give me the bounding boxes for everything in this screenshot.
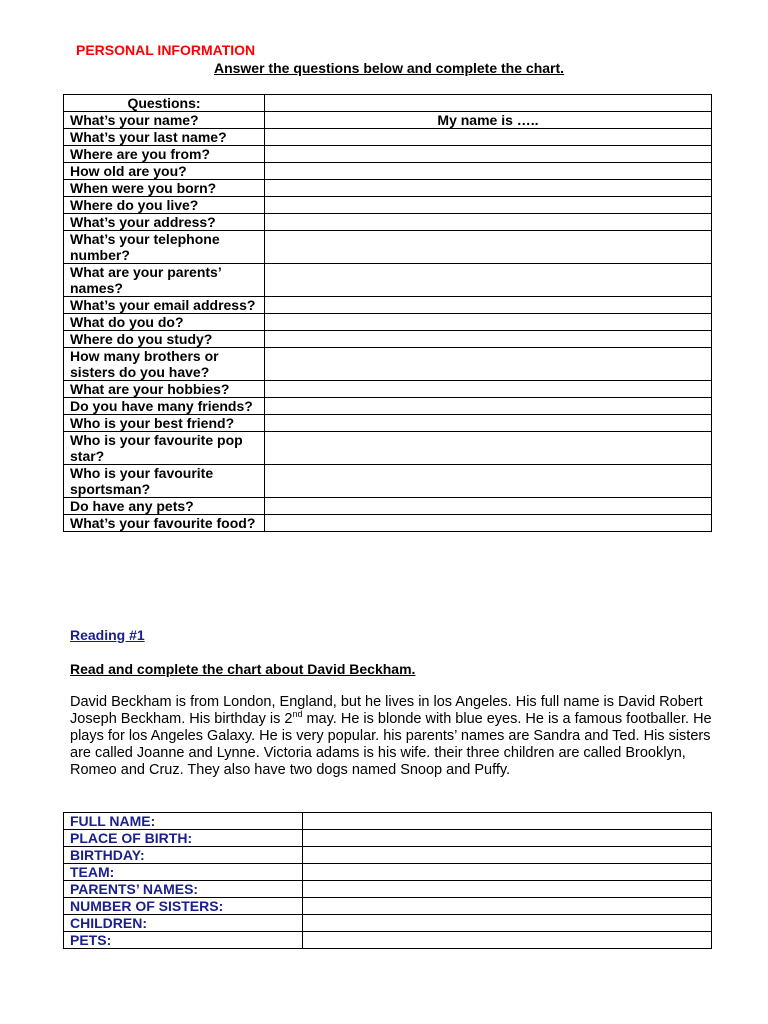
answer-cell[interactable]: [265, 197, 712, 214]
answer-cell[interactable]: [265, 214, 712, 231]
question-cell: Who is your favourite sportsman?: [64, 465, 265, 498]
answer-cell[interactable]: [265, 498, 712, 515]
chart-label-cell: FULL NAME:: [64, 813, 303, 830]
question-row: [64, 331, 712, 348]
question-row: [64, 297, 712, 314]
reading-passage: [70, 694, 730, 779]
question-row: [64, 180, 712, 197]
answer-cell[interactable]: [265, 331, 712, 348]
questions-column-header: Questions:: [64, 95, 265, 112]
question-cell: How many brothers or sisters do you have?: [64, 348, 265, 381]
instructions-text: Answer the questions below and complete the chart.: [213, 60, 565, 76]
answer-cell[interactable]: [265, 398, 712, 415]
questions-table-header-row: [64, 95, 712, 112]
chart-value-cell[interactable]: [303, 898, 712, 915]
chart-row: [64, 881, 712, 898]
question-row: [64, 432, 712, 465]
passage-superscript: nd: [292, 709, 303, 720]
chart-value-cell[interactable]: [303, 830, 712, 847]
chart-row: [64, 830, 712, 847]
question-cell: What’s your name?: [64, 112, 265, 129]
question-cell: Where do you live?: [64, 197, 265, 214]
question-cell: When were you born?: [64, 180, 265, 197]
question-row: [64, 381, 712, 398]
answer-cell[interactable]: [265, 381, 712, 398]
passage-part-1: David Beckham is from London, England, but he lives in los Angeles. His full name is David Robert Joseph Beckham. His birthday is 2: [70, 694, 703, 727]
questions-table: [63, 94, 712, 532]
answer-cell[interactable]: [265, 180, 712, 197]
question-cell: What’s your last name?: [64, 129, 265, 146]
chart-row: [64, 813, 712, 830]
answer-cell[interactable]: My name is …..: [265, 112, 712, 129]
answer-cell[interactable]: [265, 515, 712, 532]
chart-label-cell: PETS:: [64, 932, 303, 949]
question-row: [64, 498, 712, 515]
chart-value-cell[interactable]: [303, 932, 712, 949]
question-cell: What’s your favourite food?: [64, 515, 265, 532]
chart-value-cell[interactable]: [303, 864, 712, 881]
chart-label-cell: PARENTS’ NAMES:: [64, 881, 303, 898]
question-cell: What’s your address?: [64, 214, 265, 231]
answer-cell[interactable]: [265, 163, 712, 180]
question-cell: Who is your favourite pop star?: [64, 432, 265, 465]
question-cell: What do you do?: [64, 314, 265, 331]
question-row: [64, 264, 712, 297]
chart-label-cell: PLACE OF BIRTH:: [64, 830, 303, 847]
question-row: [64, 415, 712, 432]
answer-cell[interactable]: [265, 415, 712, 432]
answers-column-header: [265, 95, 712, 112]
question-row: [64, 197, 712, 214]
chart-value-cell[interactable]: [303, 881, 712, 898]
chart-row: [64, 847, 712, 864]
answer-cell[interactable]: [265, 129, 712, 146]
beckham-chart-table: [63, 812, 712, 949]
question-row: [64, 398, 712, 415]
reading-instruction: Read and complete the chart about David Beckham.: [70, 661, 416, 677]
answer-cell[interactable]: [265, 432, 712, 465]
question-row: [64, 214, 712, 231]
question-row: [64, 231, 712, 264]
question-row: [64, 146, 712, 163]
chart-label-cell: CHILDREN:: [64, 915, 303, 932]
chart-label-cell: TEAM:: [64, 864, 303, 881]
chart-label-cell: BIRTHDAY:: [64, 847, 303, 864]
answer-cell[interactable]: [265, 348, 712, 381]
question-cell: Do have any pets?: [64, 498, 265, 515]
chart-row: [64, 932, 712, 949]
question-cell: What’s your telephone number?: [64, 231, 265, 264]
question-cell: Do you have many friends?: [64, 398, 265, 415]
chart-value-cell[interactable]: [303, 847, 712, 864]
chart-row: [64, 898, 712, 915]
answer-cell[interactable]: [265, 146, 712, 163]
question-cell: How old are you?: [64, 163, 265, 180]
answer-cell[interactable]: [265, 314, 712, 331]
reading-heading[interactable]: Reading #1: [70, 627, 145, 643]
question-row: [64, 163, 712, 180]
answer-cell[interactable]: [265, 231, 712, 264]
chart-row: [64, 864, 712, 881]
question-cell: Who is your best friend?: [64, 415, 265, 432]
question-row: [64, 129, 712, 146]
answer-cell[interactable]: [265, 264, 712, 297]
question-cell: What’s your email address?: [64, 297, 265, 314]
question-row: [64, 515, 712, 532]
question-row: [64, 112, 712, 129]
chart-label-cell: NUMBER OF SISTERS:: [64, 898, 303, 915]
answer-cell[interactable]: [265, 465, 712, 498]
question-cell: Where do you study?: [64, 331, 265, 348]
page-title: PERSONAL INFORMATION: [76, 42, 256, 58]
question-cell: What are your parents’ names?: [64, 264, 265, 297]
passage-part-2: may. He is blonde with blue eyes. He is a famous footballer. He plays for los Angeles Galaxy. He is very popular. his parents’ names are Sandra and Ted. His sisters are called Joanne and Lynne. Victoria adams is his wife. their three children are called Brooklyn, Romeo and Cruz. They also have two dogs named Snoop and Puffy.: [70, 711, 712, 778]
question-row: [64, 348, 712, 381]
chart-row: [64, 915, 712, 932]
chart-value-cell[interactable]: [303, 813, 712, 830]
question-row: [64, 314, 712, 331]
chart-value-cell[interactable]: [303, 915, 712, 932]
answer-cell[interactable]: [265, 297, 712, 314]
question-cell: What are your hobbies?: [64, 381, 265, 398]
question-row: [64, 465, 712, 498]
question-cell: Where are you from?: [64, 146, 265, 163]
